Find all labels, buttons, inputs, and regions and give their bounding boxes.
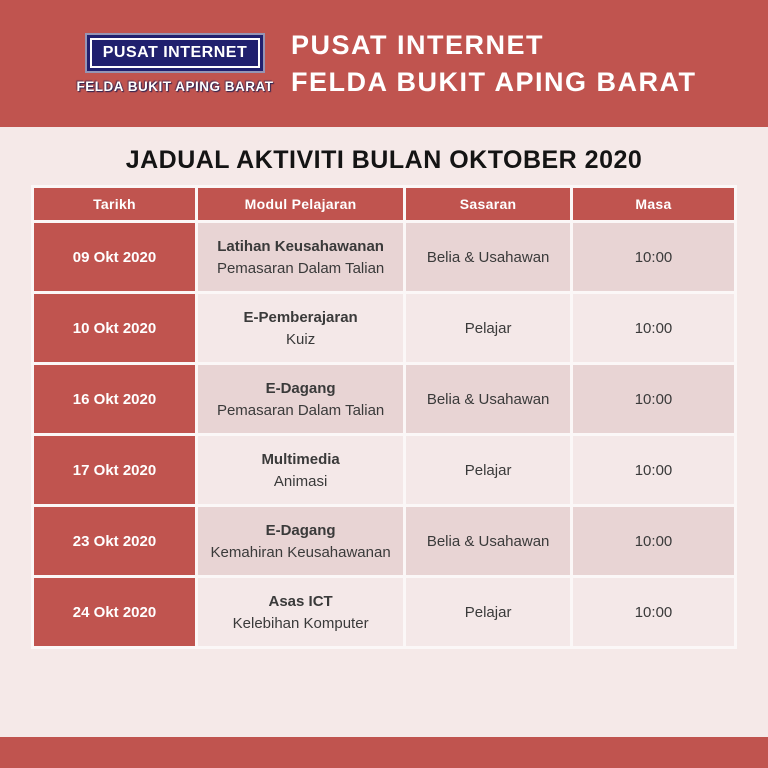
time-cell: 10:00: [573, 436, 734, 504]
target-cell: Belia & Usahawan: [406, 365, 570, 433]
target-cell: Pelajar: [406, 578, 570, 646]
module-subtitle: Kelebihan Komputer: [232, 614, 369, 632]
target-cell: Pelajar: [406, 294, 570, 362]
logo-box-text: PUSAT INTERNET: [90, 38, 260, 68]
date-cell: 24 Okt 2020: [34, 578, 195, 646]
header-title-line2: FELDA BUKIT APING BARAT: [291, 66, 697, 97]
header-title: [291, 27, 696, 100]
module-title: E-Dagang: [265, 521, 336, 539]
pusat-internet-logo: [76, 33, 274, 94]
date-cell: 16 Okt 2020: [34, 365, 195, 433]
table-row: [34, 578, 734, 646]
module-cell: [198, 578, 403, 646]
target-cell: Pelajar: [406, 436, 570, 504]
date-cell: 17 Okt 2020: [34, 436, 195, 504]
logo-box: [85, 33, 265, 73]
module-cell: [198, 507, 403, 575]
column-header-sasaran: Sasaran: [406, 188, 570, 220]
module-title: E-Dagang: [265, 379, 336, 397]
module-title: Asas ICT: [268, 592, 333, 610]
logo-subtext: FELDA BUKIT APING BARAT: [76, 79, 274, 94]
time-cell: 10:00: [573, 507, 734, 575]
time-cell: 10:00: [573, 578, 734, 646]
module-cell: [198, 294, 403, 362]
time-cell: 10:00: [573, 223, 734, 291]
module-title: Latihan Keusahawanan: [217, 237, 384, 255]
table-row: [34, 294, 734, 362]
module-title: E-Pemberajaran: [243, 308, 358, 326]
header-title-line1: PUSAT INTERNET: [291, 30, 545, 61]
module-subtitle: Kuiz: [286, 330, 316, 348]
module-cell: [198, 365, 403, 433]
activity-table: [31, 185, 737, 649]
date-cell: 10 Okt 2020: [34, 294, 195, 362]
main-content: [0, 146, 768, 649]
footer-bar: [0, 737, 768, 768]
date-cell: 23 Okt 2020: [34, 507, 195, 575]
page-title: JADUAL AKTIVITI BULAN OKTOBER 2020: [125, 146, 643, 174]
module-subtitle: Kemahiran Keusahawanan: [210, 543, 391, 561]
column-header-masa: Masa: [573, 188, 734, 220]
table-row: [34, 223, 734, 291]
target-cell: Belia & Usahawan: [406, 223, 570, 291]
column-header-modul: Modul Pelajaran: [198, 188, 403, 220]
table-row: [34, 507, 734, 575]
module-subtitle: Pemasaran Dalam Talian: [216, 401, 385, 419]
time-cell: 10:00: [573, 294, 734, 362]
time-cell: 10:00: [573, 365, 734, 433]
table-header-row: [34, 188, 734, 220]
table-row: [34, 365, 734, 433]
date-cell: 09 Okt 2020: [34, 223, 195, 291]
header-banner: [0, 0, 768, 127]
module-subtitle: Pemasaran Dalam Talian: [216, 259, 385, 277]
target-cell: Belia & Usahawan: [406, 507, 570, 575]
module-cell: [198, 436, 403, 504]
module-subtitle: Animasi: [273, 472, 328, 490]
table-row: [34, 436, 734, 504]
module-title: Multimedia: [261, 450, 340, 468]
module-cell: [198, 223, 403, 291]
column-header-tarikh: Tarikh: [34, 188, 195, 220]
